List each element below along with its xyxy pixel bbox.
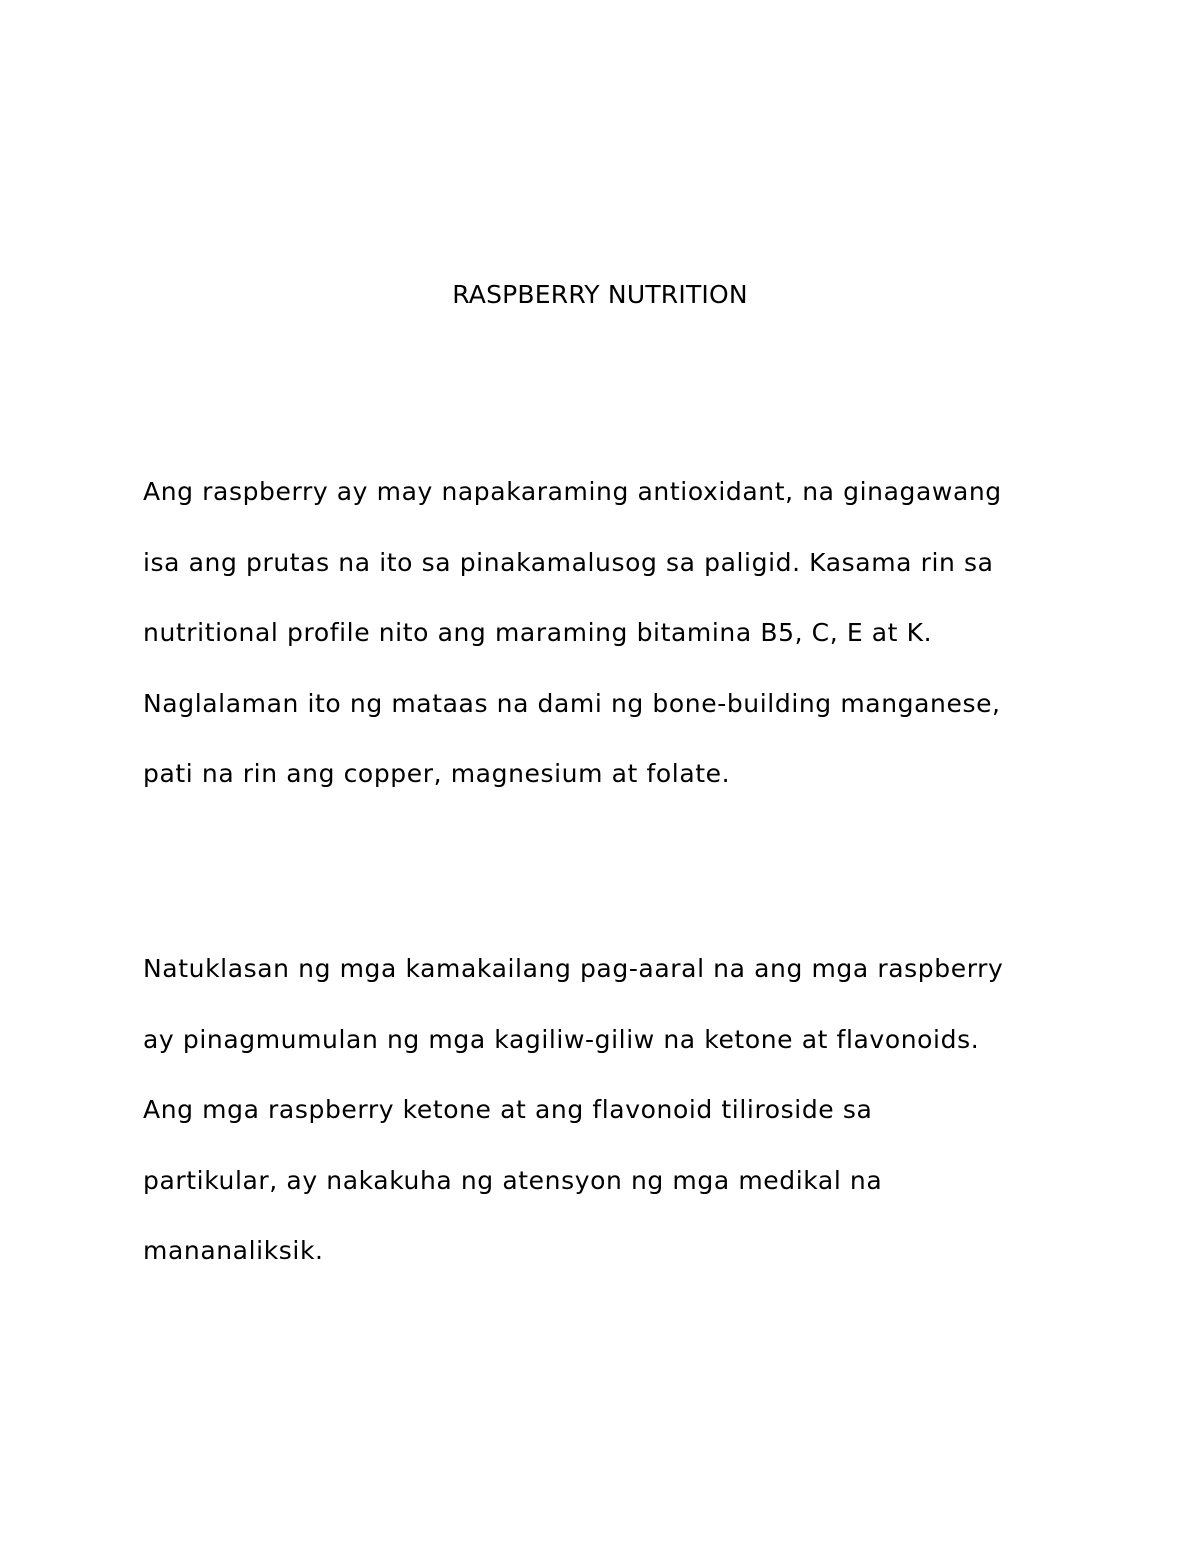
document-title: RASPBERRY NUTRITION [452, 280, 748, 309]
paragraph-line: Naglalaman ito ng mataas na dami ng bone-building manganese, [143, 688, 1001, 718]
paragraph-1 [143, 474, 1083, 827]
paragraph-line: Ang mga raspberry ketone at ang flavonoid tiliroside sa [143, 1095, 873, 1124]
paragraph-line: partikular, ay nakakuha ng atensyon ng mga medikal na [143, 1165, 883, 1195]
paragraph-line: ay pinagmumulan ng mga kagiliw-giliw na ketone at flavonoids. [143, 1024, 980, 1054]
paragraph-line: mananaliksik. [143, 1236, 324, 1265]
paragraph-line: isa ang prutas na ito sa pinakamalusog sa paligid. Kasama rin sa [143, 547, 994, 577]
paragraph-line: nutritional profile nito ang maraming bitamina B5, C, E at K. [143, 618, 933, 647]
paragraph-2 [143, 951, 1083, 1304]
paragraph-line: Natuklasan ng mga kamakailang pag-aaral na ang mga raspberry [143, 954, 1004, 983]
paragraph-line: pati na rin ang copper, magnesium at folate. [143, 759, 731, 788]
paragraph-line: Ang raspberry ay may napakaraming antioxidant, na ginagawang [143, 477, 1002, 506]
